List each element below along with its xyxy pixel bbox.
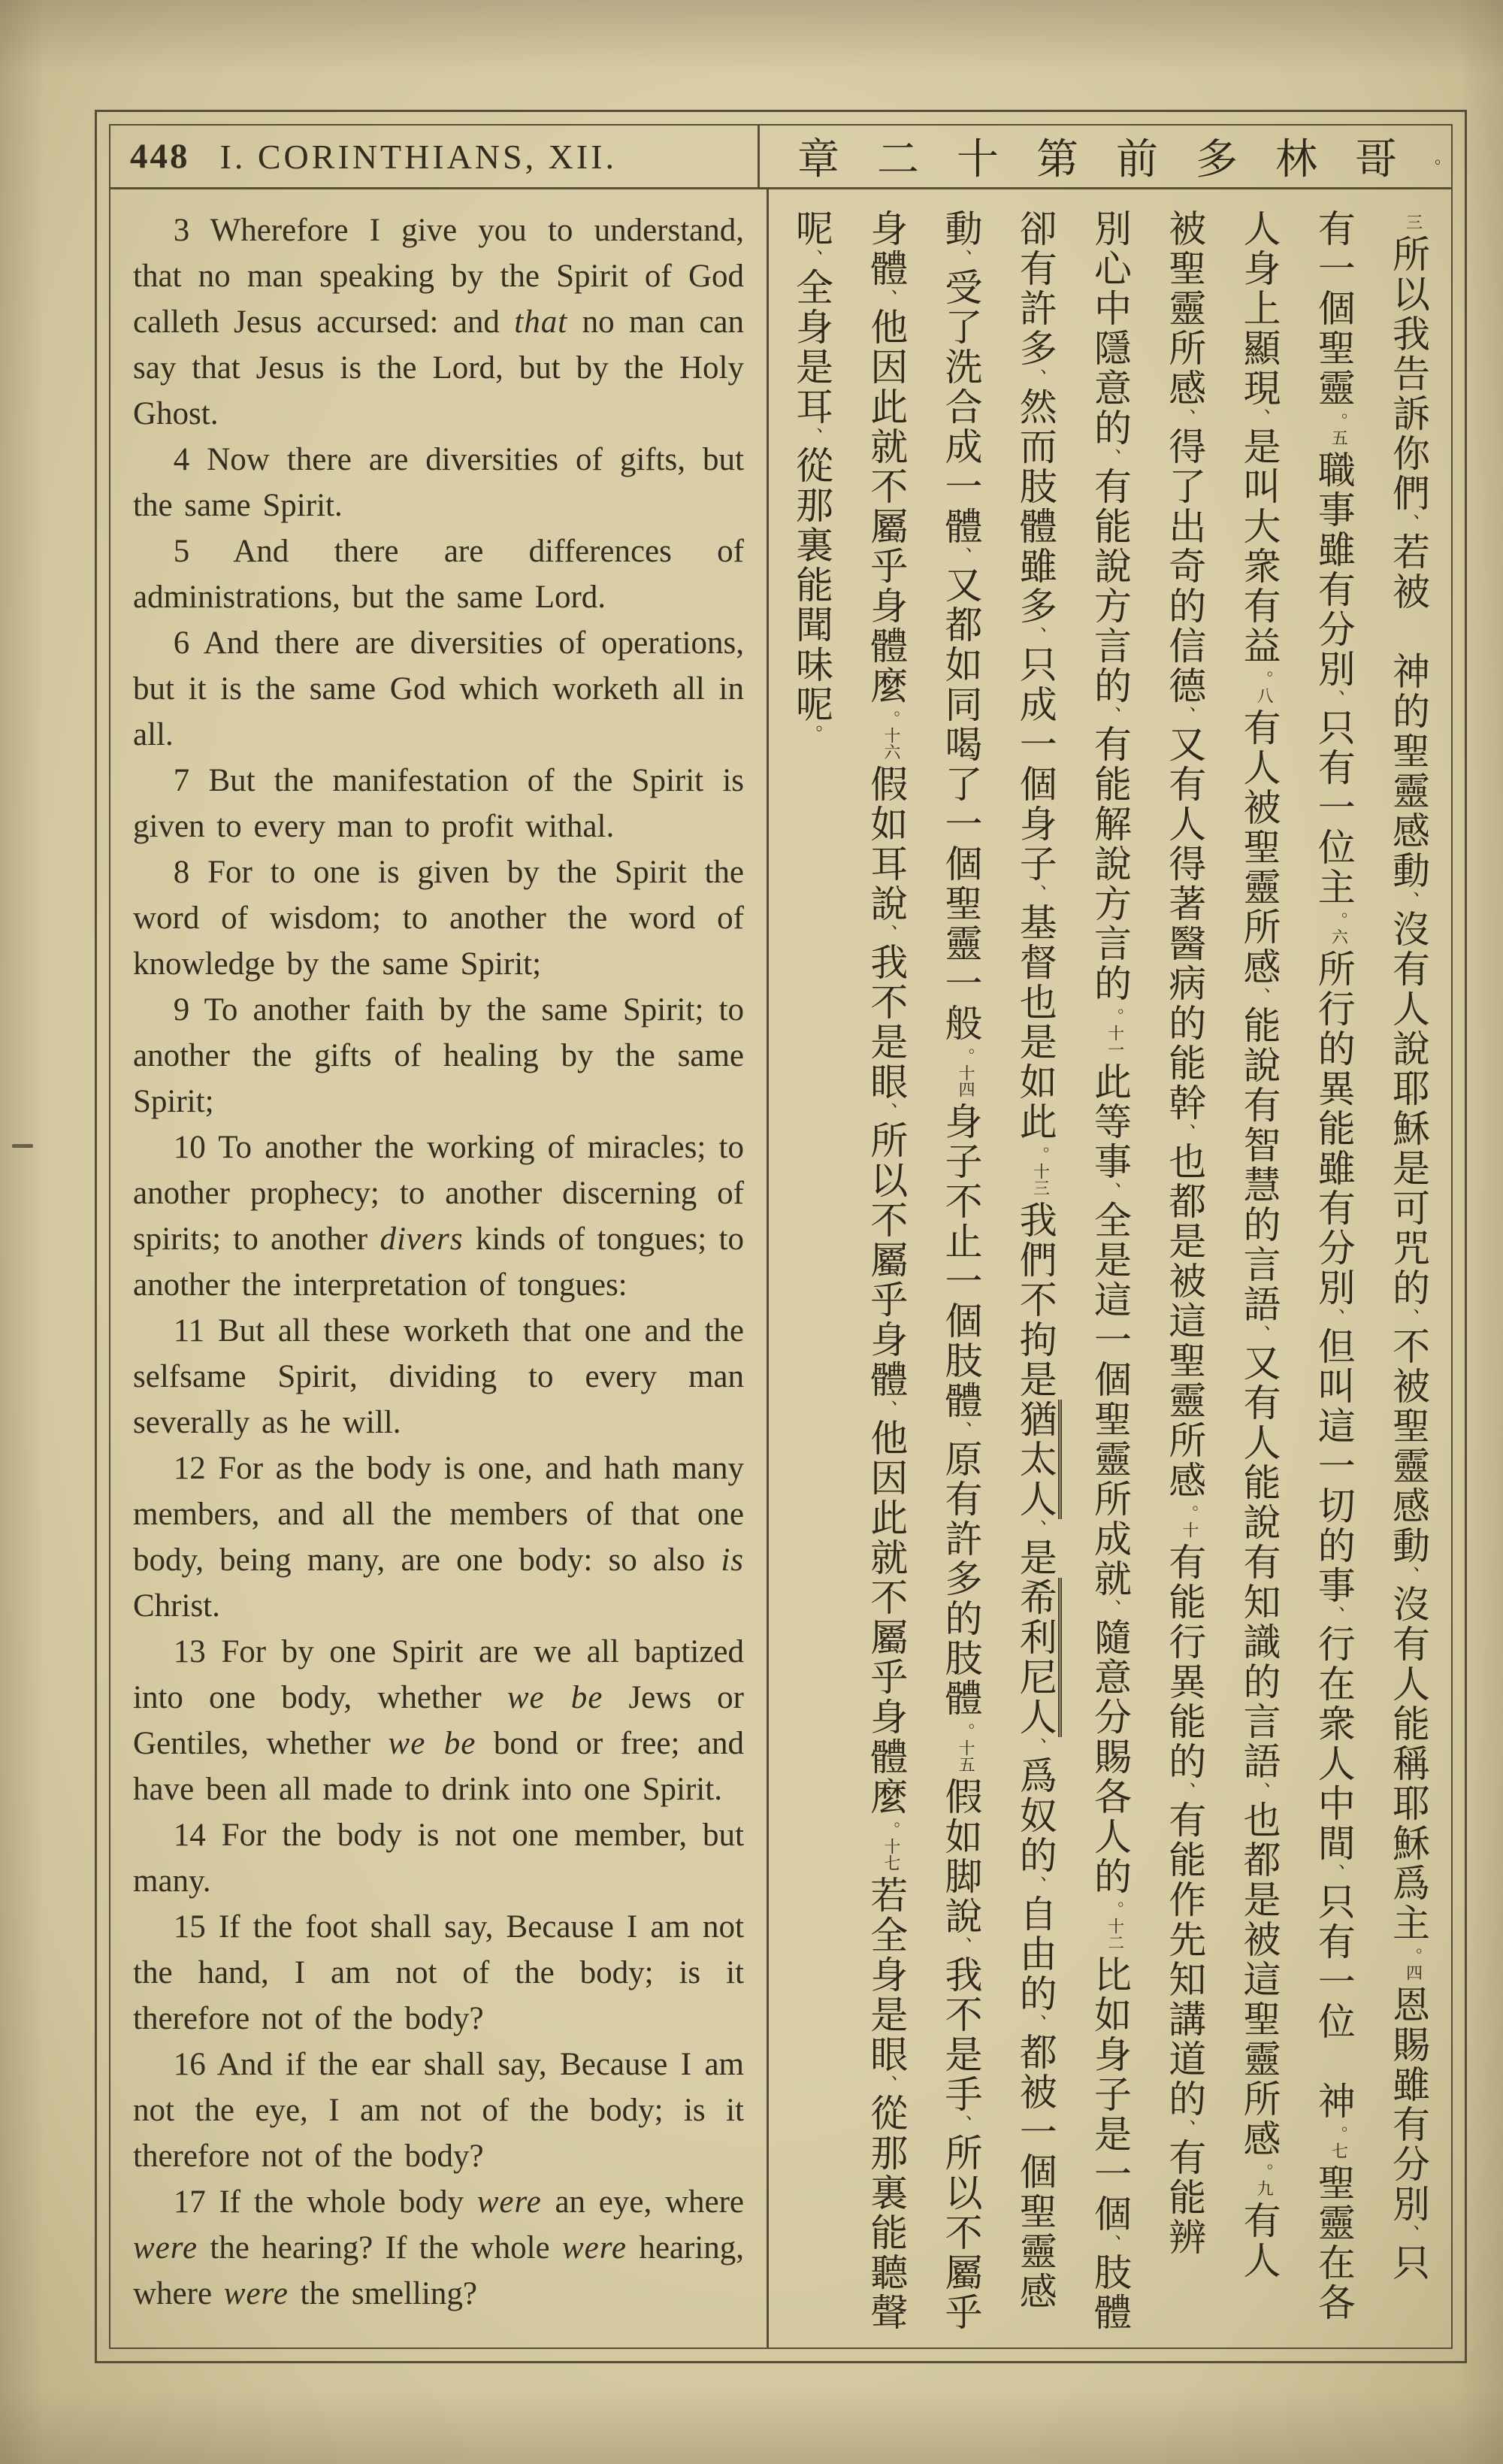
chinese-vertical-column: 動、受了洗合成一體、又都如同喝了一個聖靈一般。十四身子不止一個肢體、原有許多的肢體。十五假如脚說、我不是手、所以不屬乎 <box>939 209 982 2332</box>
verse-number-mark: 。八 <box>1255 670 1275 704</box>
verse-number-mark: 。十 <box>1180 1505 1199 1538</box>
chinese-vertical-column: 卻有許多、然而肢體雖多、只成一個身子、基督也是如此。十三我們不拘是猶太人、是希利尼人、爲奴的、自由的、都被一個聖靈感 <box>1014 209 1057 2332</box>
page-header <box>110 126 1451 189</box>
verse-paragraph: 12 For as the body is one, and hath many members, and all the members of that one body, being many, are one body: so also is Christ. <box>133 1451 744 1624</box>
chinese-vertical-column: 有一個聖靈。五職事雖有分別、只有一位主。六所行的異能雖有分別、但叫這一切的事、行在衆人中間、只有一位 神。七聖靈在各 <box>1312 209 1355 2323</box>
chinese-vertical-column: 被聖靈所感、得了出奇的信德、又有人得著醫病的能幹、也都是被這聖靈所感。十有能行異能的、有能作先知講道的、有能辨 <box>1163 209 1206 2257</box>
verse-number-mark: 。十一 <box>1105 1008 1125 1058</box>
punctuation-mark: 、 <box>1399 1566 1419 1585</box>
punctuation-mark: 、 <box>1100 1182 1120 1200</box>
punctuation-mark: 、 <box>1399 891 1419 910</box>
punctuation-mark: 、 <box>1175 1781 1196 1800</box>
punctuation-mark: 、 <box>1175 2119 1196 2138</box>
chinese-text-column <box>769 189 1451 2347</box>
punctuation-mark: 、 <box>1399 513 1419 532</box>
punctuation-mark: 、 <box>876 924 897 943</box>
running-title-chinese: 章二十第前多林哥 <box>797 137 1435 183</box>
punctuation-mark: 、 <box>951 249 972 268</box>
punctuation-mark: 、 <box>876 1102 897 1121</box>
punctuation-mark: 、 <box>1025 1875 1046 1894</box>
punctuation-mark: 、 <box>1025 368 1046 387</box>
verse-paragraph: 16 And if the ear shall say, Because I am not the eye, I am not of the body; is it therefore not of the body? <box>133 2047 744 2174</box>
verse-number-mark: 。九 <box>1255 2163 1275 2196</box>
proper-noun: 希利尼人 <box>1015 1578 1062 1737</box>
punctuation-mark: 、 <box>1175 408 1196 427</box>
italic-word: were <box>133 2230 198 2266</box>
italic-word: were <box>223 2276 289 2311</box>
italic-word: divers <box>380 1221 464 1257</box>
punctuation-mark: 、 <box>876 289 897 307</box>
punctuation-mark: 、 <box>1100 448 1120 467</box>
english-text-column <box>110 189 769 2347</box>
punctuation-mark: 、 <box>951 1936 972 1955</box>
punctuation-mark: 、 <box>876 2075 897 2093</box>
verse-number-mark: 。七 <box>1329 2126 1349 2159</box>
punctuation-mark: 、 <box>951 546 972 565</box>
verse-paragraph: 11 But all these worketh that one and the selfsame Spirit, dividing to every man severally as he will. <box>133 1313 744 1440</box>
verse-paragraph: 6 And there are diversities of operations, but it is the same God which worketh all in all. <box>133 625 744 752</box>
punctuation-mark: 。 <box>802 725 822 743</box>
chinese-vertical-column: 別心中隱意的、有能說方言的、有能解說方言的。十一此等事、全是這一個聖靈所成就、隨意分賜各人的。十二比如身子是一個、肢體 <box>1089 209 1131 2332</box>
punctuation-mark: 、 <box>1249 1781 1270 1800</box>
verse-paragraph: 10 To another the working of miracles; to another prophecy; to another discerning of spirits; to another divers kinds of tongues; to another the interpretation of tongues: <box>133 1130 744 1303</box>
verse-paragraph: 14 For the body is not one member, but many. <box>133 1818 744 1899</box>
punctuation-mark: 、 <box>1323 689 1344 708</box>
punctuation-mark: 、 <box>1025 2014 1046 2033</box>
punctuation-mark: 、 <box>1100 1599 1120 1618</box>
verse-number-mark: 三 <box>1404 213 1423 230</box>
verse-number-mark: 。十三 <box>1031 1146 1051 1196</box>
punctuation-mark: 、 <box>1399 2224 1419 2243</box>
verse-paragraph: 7 But the manifestation of the Spirit is given to every man to profit withal. <box>133 763 744 844</box>
punctuation-mark: 、 <box>876 1400 897 1418</box>
verse-paragraph: 3 Wherefore I give you to understand, that no man speaking by the Spirit of God calleth Jesus accursed: and that no man can say that Jesus is the Lord, but by the Holy Ghost. <box>133 213 745 431</box>
punctuation-mark: 、 <box>951 1421 972 1439</box>
punctuation-mark: 、 <box>1323 1606 1344 1624</box>
running-title-english: I. CORINTHIANS, XII. <box>219 137 617 176</box>
punctuation-mark: 、 <box>1249 408 1270 427</box>
verse-paragraph: 5 And there are differences of administrations, but the same Lord. <box>133 534 744 615</box>
punctuation-mark: 、 <box>802 427 822 446</box>
italic-word: we be <box>388 1726 476 1761</box>
chinese-vertical-column: 三所以我告訴你們、若被 神的聖靈感動、沒有人說耶穌是可咒的、不被聖靈感動、沒有人能稱耶穌爲主。四恩賜雖有分別、只 <box>1387 213 1429 2283</box>
punctuation-mark: 、 <box>1100 706 1120 725</box>
punctuation-mark: 、 <box>1323 1308 1344 1327</box>
chinese-vertical-column: 人身上顯現、是叫大衆有益。八有人被聖靈所感、能說有智慧的言語、又有人能說有知識的言語、也都是被這聖靈所感。九有人 <box>1238 209 1281 2281</box>
proper-noun: 猶太人 <box>1015 1400 1062 1519</box>
verse-number-mark: 。十二 <box>1105 1901 1125 1951</box>
chinese-vertical-column: 身體、他因此就不屬乎身體麼。十六假如耳說、我不是眼、所以不屬乎身體、他因此就不屬乎身體麼。十七若全身是眼、從那裏能聽聲 <box>865 209 908 2332</box>
header-english-cell <box>110 126 760 187</box>
page-number: 448 <box>130 137 190 176</box>
verse-paragraph: 9 To another faith by the same Spirit; to another the gifts of healing by the same Spirit; <box>133 992 744 1119</box>
verse-number-mark: 。十五 <box>957 1723 976 1772</box>
punctuation-mark: 、 <box>1175 706 1196 725</box>
italic-word: were <box>561 2230 627 2266</box>
italic-word: were <box>476 2184 542 2220</box>
verse-number-mark: 。十七 <box>882 1821 901 1871</box>
header-chinese-cell <box>760 126 1451 187</box>
page-frame-inner <box>109 124 1453 2349</box>
chinese-vertical-column: 呢、全身是耳、從那裏能聞味呢。 <box>791 209 833 743</box>
verse-paragraph: 13 For by one Spirit are we all baptized into one body, whether we be Jews or Gentiles, whether we be bond or free; and have been all made to drink into one Spirit. <box>133 1634 744 1807</box>
verse-number-mark: 。十四 <box>957 1048 976 1097</box>
verse-paragraph: 8 For to one is given by the Spirit the word of wisdom; to another the word of knowledge by the same Spirit; <box>133 855 744 982</box>
verse-number-mark: 。五 <box>1329 413 1349 446</box>
verse-number-mark: 。十六 <box>882 710 901 760</box>
punctuation-mark: 、 <box>951 2114 972 2133</box>
punctuation-mark: 、 <box>1175 1123 1196 1142</box>
punctuation-mark: 、 <box>1399 1308 1419 1327</box>
punctuation-mark: 、 <box>1249 987 1270 1006</box>
italic-word: is <box>721 1542 744 1578</box>
verse-paragraph: 15 If the foot shall say, Because I am not the hand, I am not of the body; is it therefore not of the body? <box>133 1909 744 2036</box>
punctuation-mark: 、 <box>1025 626 1046 645</box>
italic-word: that <box>514 304 568 340</box>
punctuation-mark: 、 <box>1025 884 1046 903</box>
punctuation-mark: 、 <box>1025 1519 1046 1538</box>
verse-number-mark: 。六 <box>1329 912 1349 945</box>
verse-paragraph: 17 If the whole body were an eye, where were the hearing? If the whole were hearing, where were the smelling? <box>133 2184 745 2311</box>
page-body <box>110 189 1451 2347</box>
verse-number-mark: 。四 <box>1404 1948 1423 1981</box>
punctuation-mark: 、 <box>1100 2234 1120 2253</box>
punctuation-mark: 、 <box>1025 1737 1046 1756</box>
punctuation-mark: 、 <box>802 249 822 268</box>
italic-word: we be <box>507 1680 603 1715</box>
verse-paragraph: 4 Now there are diversities of gifts, but the same Spirit. <box>133 442 744 523</box>
chinese-title-mark: 。 <box>1434 148 1451 167</box>
page-frame-outer <box>95 110 1467 2363</box>
punctuation-mark: 、 <box>1323 1863 1344 1882</box>
scan-artifact-dash <box>12 1144 33 1148</box>
punctuation-mark: 、 <box>1249 1324 1270 1343</box>
